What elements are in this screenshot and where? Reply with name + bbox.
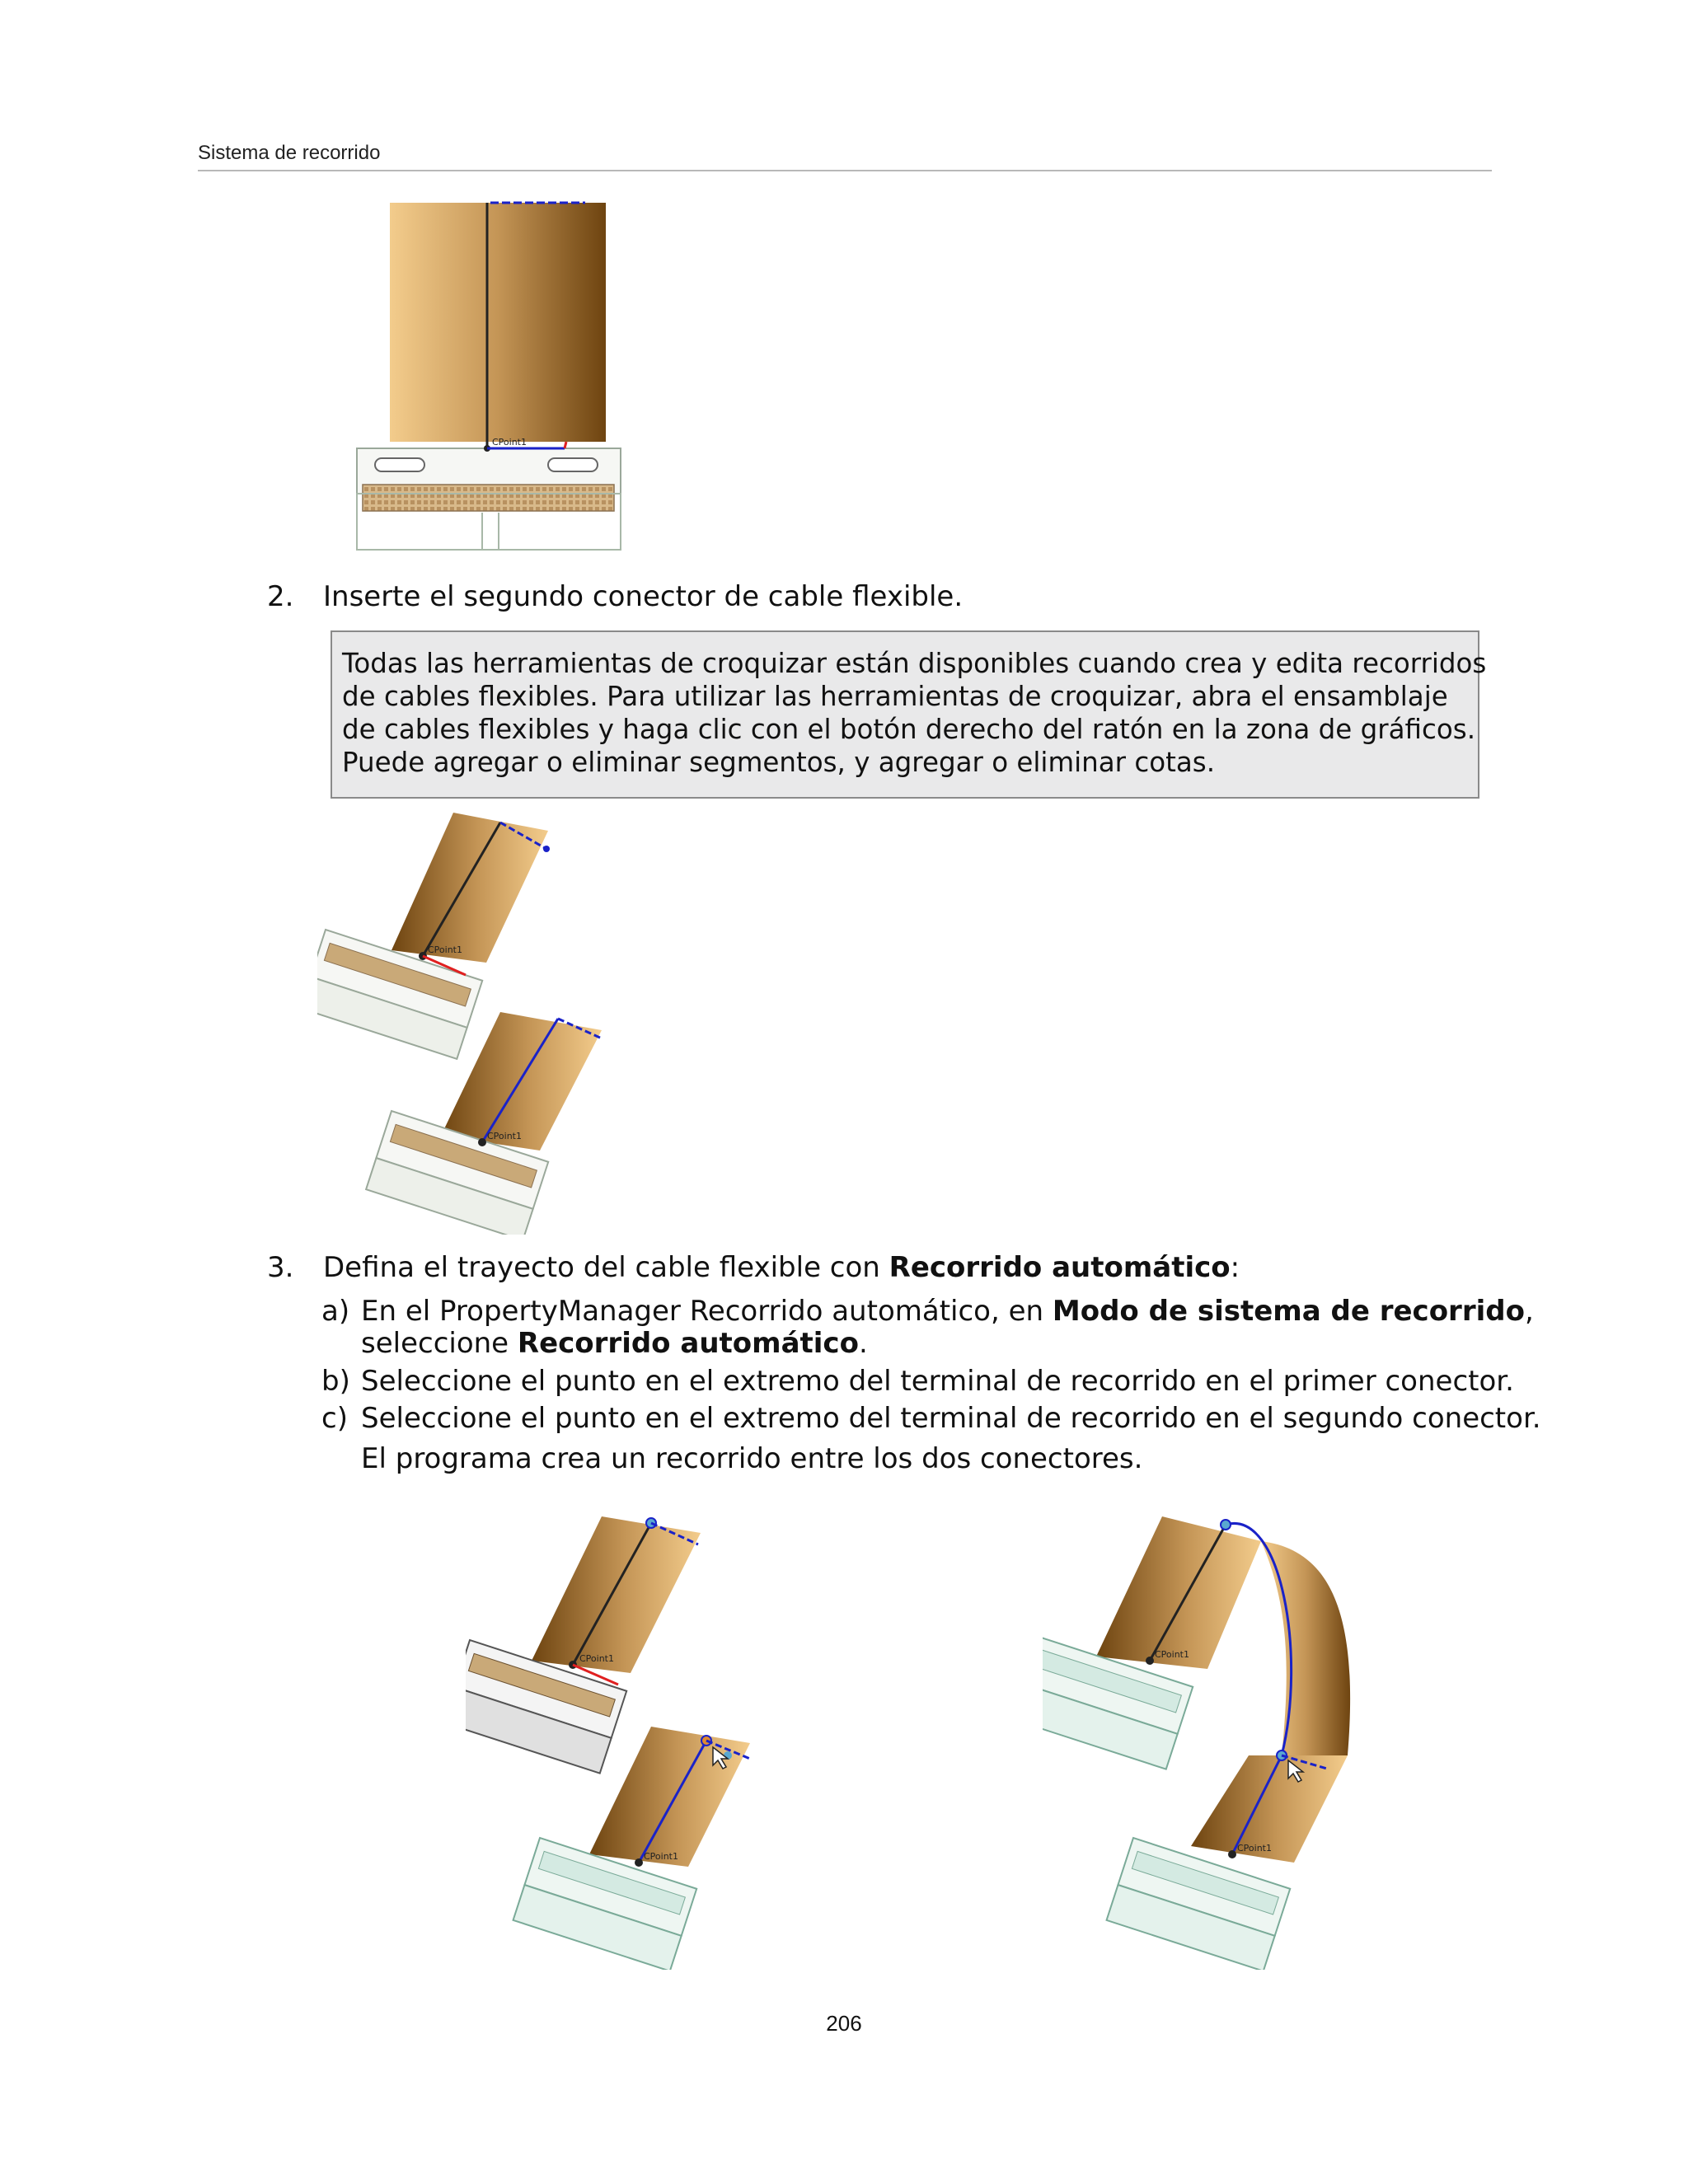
- note-box: [331, 630, 1487, 799]
- substep-a: a) En el PropertyManager Recorrido automático, en Modo de sistema de recorrido,: [321, 1295, 1534, 1328]
- running-header: Sistema de recorrido: [198, 142, 381, 164]
- substep-label: a): [321, 1295, 350, 1328]
- bold-term: Modo de sistema de recorrido: [1052, 1295, 1525, 1328]
- cable-strip: [390, 203, 606, 442]
- substep-label: c): [321, 1402, 348, 1435]
- point-label: CPoint1: [487, 1131, 522, 1141]
- figure-two-connectors: [317, 806, 614, 1235]
- note-line: Todas las herramientas de croquizar están disponibles cuando crea y edita recorridos: [342, 648, 1487, 679]
- bold-term: Recorrido automático: [517, 1327, 859, 1360]
- step-number: 3.: [267, 1251, 294, 1284]
- note-line: Puede agregar o eliminar segmentos, y agregar o eliminar cotas.: [342, 747, 1216, 778]
- cable-strip: [1096, 1516, 1261, 1669]
- point-label: CPoint1: [428, 944, 462, 955]
- cable-bend: [1261, 1541, 1350, 1755]
- result-text: El programa crea un recorrido entre los dos conectores.: [361, 1442, 1143, 1475]
- point-label: CPoint1: [644, 1851, 678, 1862]
- figure-before-routing: [466, 1508, 779, 1970]
- substep-c: c) Seleccione el punto en el extremo del terminal de recorrido en el segundo conector.: [321, 1402, 1541, 1435]
- note-line: de cables flexibles y haga clic con el botón derecho del ratón en la zona de gráficos.: [342, 714, 1476, 745]
- bold-term: Recorrido automático: [889, 1251, 1231, 1284]
- cable-strip: [532, 1516, 701, 1673]
- point-label: CPoint1: [492, 437, 527, 448]
- substep-label: b): [321, 1365, 350, 1398]
- step-number: 2.: [267, 580, 294, 613]
- figure-after-routing: [1043, 1508, 1372, 1970]
- step-text: Defina el trayecto del cable flexible con Recorrido automático:: [323, 1251, 1240, 1284]
- point-label: CPoint1: [579, 1653, 614, 1664]
- point-label: CPoint1: [1155, 1649, 1189, 1660]
- header-divider: [198, 170, 1492, 171]
- substep-b: b) Seleccione el punto en el extremo del terminal de recorrido en el primer conector.: [321, 1365, 1514, 1398]
- substep-a-line2: seleccione Recorrido automático.: [361, 1327, 868, 1360]
- cable-strip: [392, 813, 548, 963]
- page-number: 206: [826, 2011, 862, 2036]
- figure-single-connector: [350, 196, 631, 555]
- step-text: Inserte el segundo conector de cable flexible.: [323, 580, 964, 613]
- point-label: CPoint1: [1237, 1843, 1272, 1854]
- note-line: de cables flexibles. Para utilizar las herramientas de croquizar, abra el ensamblaje: [342, 681, 1448, 712]
